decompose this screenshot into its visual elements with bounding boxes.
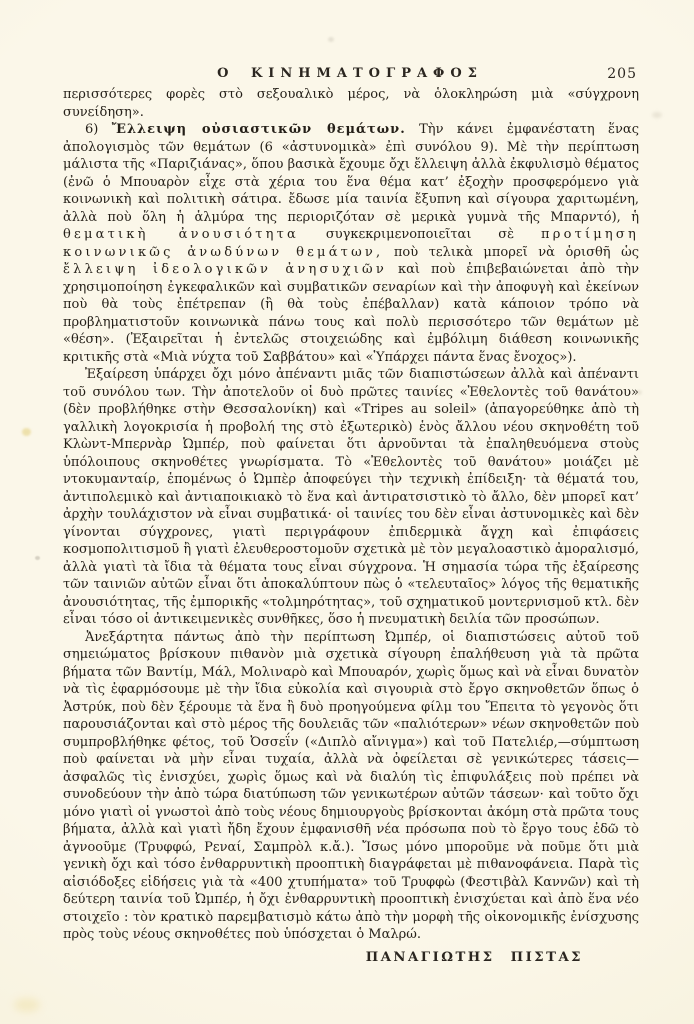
paper-speck <box>652 112 662 118</box>
page-number: 205 <box>607 66 637 82</box>
text-segment-normal: περισσότερες φορὲς στὸ σεξουαλικὸ μέρος, νὰ ὁλοκληρώση μιὰ «σύγχρονη συνείδηση». <box>63 87 639 120</box>
author-signature: ΠΑΝΑΓΙΩΤΗΣ ΠΙΣΤΑΣ <box>365 949 583 965</box>
text-segment-normal: 6) <box>85 122 112 137</box>
text-segment-normal: Ἀνεξάρτητα πάντως ἀπὸ τὴν περίπτωση Ὠμπέρ, οἱ διαπιστώσεις αὐτοῦ τοῦ σημειώματος βρίσκουν πιθανὸν μιὰ σχετικὰ σίγουρη ἐπαλήθευση γιὰ τὰ πρῶτα βήματα τῶν Βαντίμ, Μάλ, Μολιναρὸ καὶ Μπουαρόν, χωρὶς ὅμως καὶ νὰ εἶναι δυνατὸν νὰ τὶς ἐφαρμόσουμε μὲ τὴν ἴδια εὐκολία καὶ σιγουριὰ στὸ ἔργο σκηνοθετῶν ὅπως ὁ Ἀστρύκ, ποὺ δὲν ξέρουμε τὰ ἕνα ἢ δυὸ προηγούμενα φίλμ του Ἔπειτα τὸ γεγονὸς ὅτι παρουσιάζονται καὶ στὸ μέρος τῆς δουλειᾶς τῶν «παλιότερων» νέων σκηνοθετῶν ποὺ συμπροβλήθηκε φέτος, τοῦ Ὀσσεΐν («Διπλὸ αἴνιγμα») καὶ τοῦ Πατελιέρ,—σύμπτωση ποὺ φαίνεται νὰ μὴν εἶναι τυχαία, ἀλλὰ νὰ ὀφείλεται σὲ γενικώτερες τάσεις—ἀσφαλῶς τὶς ἐνισχύει, χωρὶς ὅμως καὶ νὰ διαλύη τὶς ἐπιφυλάξεις ποὺ πρέπει νὰ συνοδεύουν τὴν ἀπὸ τώρα διατύπωση τῶν γενικωτέρων αὐτῶν τάσεων· καὶ τοῦτο ὄχι μόνο γιατὶ οἱ γνωστοὶ ἀπὸ τοὺς νέους δημιουργοὺς βρίσκονται ἀκόμη στὰ πρῶτα τους βήματα, ἀλλὰ καὶ γιατὶ ἤδη ἔχουν ἐμφανισθῆ νέα πρόσωπα ποὺ τὸ ἔργο τους ἐδῶ τὸ ἀγνοοῦμε (Τρυφφώ, Ρεναί, Σαμπρὸλ κ.ἄ.). Ἴσως μόνο μποροῦμε νὰ ποῦμε ὅτι μιὰ γενικὴ ὄχι καὶ τόσο ἐνθαρρυντικὴ προοπτικὴ διαγράφεται μὲ πιθανοφάνεια. Παρὰ τὶς αἰσιόδοξες εἰδήσεις γιὰ τὰ «400 χτυπήματα» τοῦ Τρυφφὼ (Φεστιβὰλ Καννῶν) καὶ τὴ δεύτερη ταινία τοῦ Ὠμπέρ, ἡ ὄχι ἐνθαρρυντικὴ προοπτικὴ ἐνισχύεται καὶ ἀπὸ ἕνα νέο στοιχεῖο : τὸν κρατικὸ παρεμβατισμὸ κάτω ἀπὸ τὴν μορφὴ τῆς οἰκονομικῆς ἐνίσχυσης πρὸς τοὺς νέους σκηνοθέτες ποὺ ὑπόσχεται ὁ Μαλρώ. <box>63 629 639 942</box>
article-body <box>63 86 639 966</box>
paper-speck <box>328 37 334 42</box>
text-segment-normal: Τὴν κάνει ἐμφανέστατη ἕνας ἀπολογισμὸς τῶν θεμάτων (6 «ἀστυνομικὰ» ἐπὶ συνόλου 9). Μὲ τὴν περίπτωση μάλιστα τῆς «Παριζιάνας», ὅπου βασικὰ ἔχουμε ὄχι ἔλλειψη ἀλλὰ ἐκφυλισμὸ θέματος (ἐνῶ ὁ Μπουαρὸν εἶχε στὰ χέρια του ἕνα θέμα κατ’ ἐξοχὴν προσφερόμενο γιὰ κοινωνικὴ καὶ πολιτικὴ σάτιρα. ἔδωσε μία ταινία ἔξυπνη καὶ σίγουρα χαριτωμένη, ἀλλὰ ποὺ ὅλη ἡ ἁλμύρα της περιοριζόταν σὲ μερικὰ γυμνὰ τῆς Μπαρντό), ἡ <box>63 122 639 225</box>
paragraphs-container <box>63 86 639 944</box>
text-segment-normal: Ἐξαίρεση ὑπάρχει ὄχι μόνο ἀπέναντι μιᾶς τῶν διαπιστώσεων ἀλλὰ καὶ ἀπέναντι τοῦ συνόλου των. Τὴν ἀποτελοῦν οἱ δυὸ πρῶτες ταινίες «Ἐθελοντὲς τοῦ θανάτου» (δὲν προβλήθηκε στὴν Θεσσαλονίκη) καὶ «Tripes au soleil» (ἀπαγορεύθηκε ἀπὸ τὴ γαλλικὴ λογοκρισία ἡ προβολή της στὸ ἐξωτερικὸ) ἑνὸς ἄλλου νέου σκηνοθέτη τοῦ Κλὼντ-Μπερνὰρ Ὠμπέρ, ποὺ φαίνεται ὅτι ἀρνοῦνται τὰ ἐπαληθευόμενα στοὺς ὑπόλοιπους σκηνοθέτες γνωρίσματα. Τὸ «Ἐθελοντὲς τοῦ θανάτου» μοιάζει μὲ ντοκυμανταίρ, ἑπομένως ὁ Ὠμπὲρ ἀποφεύγει τὴν τεχνικὴ ἐπίδειξη· τὰ θέματά του, ἀντιπολεμικὸ καὶ ἀντιαποικιακὸ τὸ ἕνα καὶ ἀντιρατσιστικὸ τὸ ἄλλο, δὲν μπορεῖ κατ’ ἀρχὴν τουλάχιστον νὰ εἶναι συμβατικά· οἱ ταινίες του δὲν εἶναι ἀστυνομικὲς καὶ δὲν γίνονται σύγχρονες, γιατὶ περιγράφουν ἐπιδερμικὰ ἄγχη καὶ ἐπιφάσεις κοσμοπολιτισμοῦ ἢ γιατὶ ἐλευθεροστομοῦν σχετικὰ μὲ τὸν μεγαλοαστικὸ ἀμοραλισμό, ἀλλὰ γιατὶ τὰ ἴδια τὰ θέματα τους εἶναι σύγχρονα. Ἡ σημασία τώρα τῆς ἐξαίρεσης τῶν ταινιῶν αὐτῶν εἶναι ὅτι ἀποκαλύπτουν πὼς ὁ «τελευταῖος» λόγος τῆς θεματικῆς ἀνουσιότητας, τῆς ἐμπορικῆς «τολμηρότητας», τοῦ σχηματικοῦ μοντερνισμοῦ κτλ. δὲν εἶναι τόσο οἱ ἀντικειμενικὲς συνθῆκες, ὅσο ἡ πνευματικὴ δειλία τῶν προσώπων. <box>63 367 639 627</box>
text-segment-normal: καὶ ποὺ ἐπιβεβαιώνεται ἀπὸ τὴν χρησιμοποίηση ἐγκεφαλικῶν καὶ συμβατικῶν σεναρίων καὶ τὴν ἀποφυγὴ καὶ ἐκείνων ποὺ θὰ τοὺς ἐπέτρεπαν (ἢ θὰ τοὺς ἐπέβαλλαν) κατὰ κάποιον τρόπο νὰ προβληματιστοῦν κοινωνικὰ πάνω τους καὶ πολὺ περισσότερο τῶν θεμάτων μὲ «θέση». (Ἐξαιρεῖται ἡ ἐντελῶς στοιχειώδης καὶ ἐμβόλιμη διάθεση κοινωνικῆς κριτικῆς στὰ «Μιὰ νύχτα τοῦ Σαββάτου» καὶ «Ὑπάρχει πάντα ἕνας ἔνοχος»). <box>63 262 639 365</box>
text-segment-bold: Ἔλλειψη οὐσιαστικῶν θεμάτων. <box>111 122 406 137</box>
text-segment-normal: ποὺ τελικὰ μπορεῖ νὰ ὁρισθῆ ὡς <box>383 244 639 260</box>
paper-speck <box>35 556 40 560</box>
text-segment-spaced: ἔλλειψη ἰδεολογικῶν ἀνησυχιῶν <box>63 262 387 277</box>
text-segment-spaced: προτίμηση κοινωνικῶς ἀνωδύνων θεμάτων, <box>63 227 639 260</box>
paragraph <box>63 86 639 121</box>
paper-speck <box>22 428 31 436</box>
paragraph <box>63 629 639 944</box>
text-segment-normal: συγκεκριμενοποιεῖται σὲ <box>299 227 541 242</box>
paragraph <box>63 366 639 629</box>
journal-title: Ο ΚΙΝΗΜΑΤΟΓΡΑΦΟΣ <box>217 66 483 81</box>
text-segment-spaced: θεματικὴ ἀνουσιότητα <box>63 227 300 242</box>
paper-speck <box>14 998 40 1012</box>
paragraph <box>63 121 639 366</box>
running-head <box>63 66 637 84</box>
